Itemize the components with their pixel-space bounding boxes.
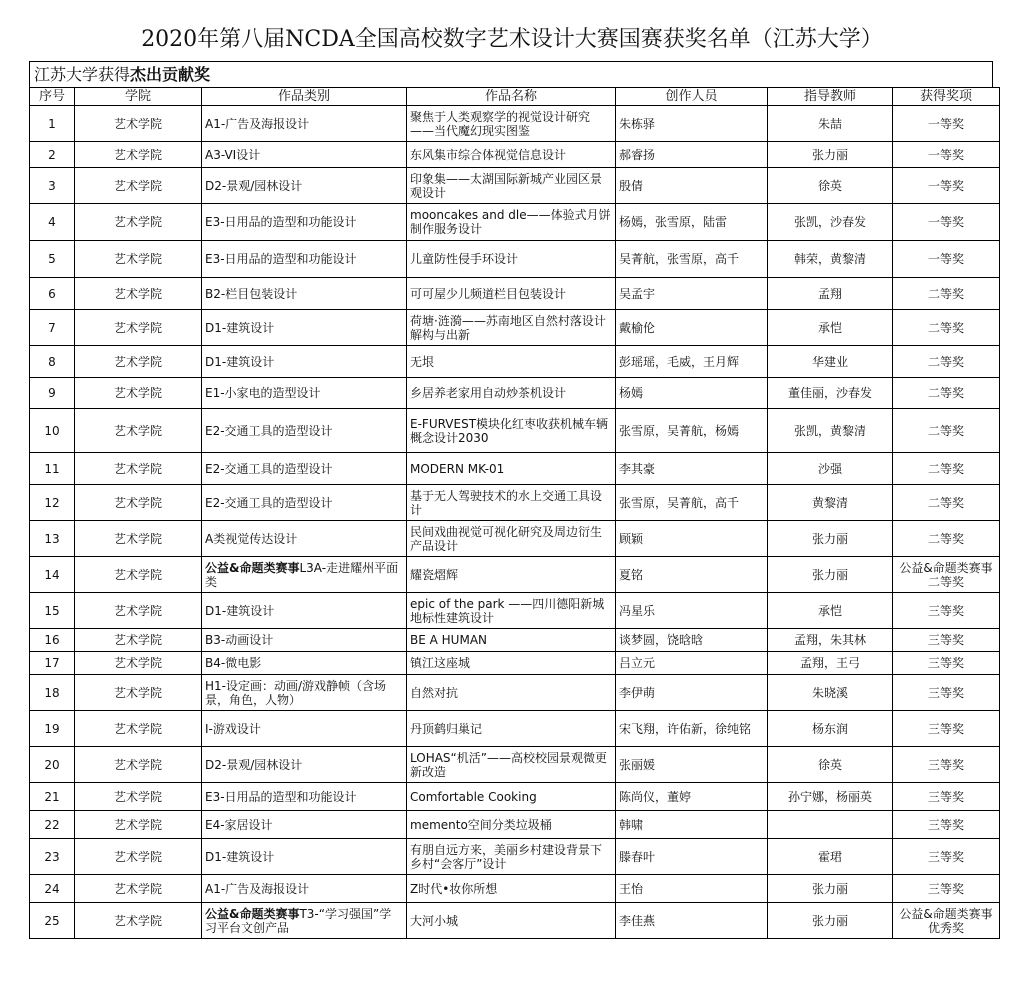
cell-creators: 夏铭 bbox=[616, 557, 768, 593]
subtitle-award: 杰出贡献奖 bbox=[130, 65, 211, 84]
cell-work-title: 基于无人驾驶技术的水上交通工具设计 bbox=[407, 485, 616, 521]
cell-advisors: 华建业 bbox=[768, 346, 893, 378]
cell-advisors: 韩荣，黄黎清 bbox=[768, 241, 893, 278]
cell-college: 艺术学院 bbox=[75, 142, 202, 168]
cell-number: 16 bbox=[30, 629, 75, 652]
cell-creators: 戴榆伦 bbox=[616, 310, 768, 346]
cell-number: 8 bbox=[30, 346, 75, 378]
table-row bbox=[30, 409, 1000, 453]
subtitle-prefix: 江苏大学获得 bbox=[34, 65, 131, 84]
cell-number: 11 bbox=[30, 453, 75, 485]
cell-number: 18 bbox=[30, 675, 75, 711]
cell-advisors: 杨东润 bbox=[768, 711, 893, 747]
cell-work-title: Comfortable Cooking bbox=[407, 783, 616, 811]
cell-number: 12 bbox=[30, 485, 75, 521]
cell-number: 4 bbox=[30, 204, 75, 241]
cell-category bbox=[202, 346, 407, 378]
category-text: E3-日用品的造型和功能设计 bbox=[205, 215, 357, 229]
cell-category bbox=[202, 278, 407, 310]
cell-creators: 谈梦圆，饶晗晗 bbox=[616, 629, 768, 652]
table-row bbox=[30, 711, 1000, 747]
table-row bbox=[30, 593, 1000, 629]
table-row bbox=[30, 278, 1000, 310]
category-text: D2-景观/园林设计 bbox=[205, 178, 303, 193]
category-text: D1-建筑设计 bbox=[205, 354, 275, 369]
cell-category bbox=[202, 652, 407, 675]
table-row bbox=[30, 557, 1000, 593]
table-row bbox=[30, 378, 1000, 409]
cell-award: 二等奖 bbox=[893, 378, 1000, 409]
cell-college: 艺术学院 bbox=[75, 593, 202, 629]
cell-advisors: 徐英 bbox=[768, 168, 893, 204]
cell-category bbox=[202, 747, 407, 783]
cell-award: 三等奖 bbox=[893, 783, 1000, 811]
cell-advisors: 张凯，黄黎清 bbox=[768, 409, 893, 453]
cell-number: 5 bbox=[30, 241, 75, 278]
cell-award: 三等奖 bbox=[893, 652, 1000, 675]
table-row bbox=[30, 747, 1000, 783]
cell-work-title: BE A HUMAN bbox=[407, 629, 616, 652]
header-cell: 指导教师 bbox=[768, 88, 893, 106]
cell-category bbox=[202, 453, 407, 485]
cell-creators: 吴孟宇 bbox=[616, 278, 768, 310]
category-text: A类视觉传达设计 bbox=[205, 531, 298, 546]
cell-category bbox=[202, 310, 407, 346]
header-cell: 作品类别 bbox=[202, 88, 407, 106]
category-text: A1-广告及海报设计 bbox=[205, 881, 310, 896]
cell-advisors: 承恺 bbox=[768, 310, 893, 346]
cell-award: 二等奖 bbox=[893, 521, 1000, 557]
cell-award: 一等奖 bbox=[893, 168, 1000, 204]
cell-advisors: 孟翔，朱其林 bbox=[768, 629, 893, 652]
cell-creators: 杨嫣 bbox=[616, 378, 768, 409]
cell-college: 艺术学院 bbox=[75, 675, 202, 711]
cell-advisors bbox=[768, 811, 893, 839]
cell-number: 13 bbox=[30, 521, 75, 557]
cell-work-title: mooncakes and dle——体验式月饼制作服务设计 bbox=[407, 204, 616, 241]
cell-advisors: 孙宁娜，杨丽英 bbox=[768, 783, 893, 811]
cell-award: 一等奖 bbox=[893, 142, 1000, 168]
cell-work-title: 乡居养老家用自动炒茶机设计 bbox=[407, 378, 616, 409]
cell-number: 17 bbox=[30, 652, 75, 675]
cell-advisors: 孟翔，王弓 bbox=[768, 652, 893, 675]
cell-award: 三等奖 bbox=[893, 675, 1000, 711]
cell-work-title: 聚焦于人类观察学的视觉设计研究——当代魔幻现实图鉴 bbox=[407, 106, 616, 142]
cell-creators: 吕立元 bbox=[616, 652, 768, 675]
header-cell: 序号 bbox=[30, 88, 75, 106]
table-row bbox=[30, 346, 1000, 378]
cell-advisors: 承恺 bbox=[768, 593, 893, 629]
cell-college: 艺术学院 bbox=[75, 629, 202, 652]
cell-advisors: 张力丽 bbox=[768, 142, 893, 168]
cell-creators: 李佳燕 bbox=[616, 903, 768, 939]
cell-creators: 杨嫣，张雪原，陆雷 bbox=[616, 204, 768, 241]
cell-award: 三等奖 bbox=[893, 811, 1000, 839]
header-row bbox=[30, 88, 1000, 106]
cell-college: 艺术学院 bbox=[75, 409, 202, 453]
cell-category bbox=[202, 378, 407, 409]
cell-award: 三等奖 bbox=[893, 747, 1000, 783]
cell-number: 15 bbox=[30, 593, 75, 629]
table-row bbox=[30, 629, 1000, 652]
table-row bbox=[30, 310, 1000, 346]
cell-number: 9 bbox=[30, 378, 75, 409]
table-row bbox=[30, 903, 1000, 939]
table-row bbox=[30, 675, 1000, 711]
table-row bbox=[30, 142, 1000, 168]
category-text: H1-设定画：动画/游戏静帧（含场景，角色，人物） bbox=[205, 678, 387, 707]
category-text: I-游戏设计 bbox=[205, 721, 261, 736]
cell-number: 20 bbox=[30, 747, 75, 783]
cell-category bbox=[202, 593, 407, 629]
cell-creators: 滕春叶 bbox=[616, 839, 768, 875]
cell-college: 艺术学院 bbox=[75, 747, 202, 783]
cell-number: 24 bbox=[30, 875, 75, 903]
table-row bbox=[30, 485, 1000, 521]
cell-college: 艺术学院 bbox=[75, 652, 202, 675]
cell-number: 19 bbox=[30, 711, 75, 747]
header-cell: 获得奖项 bbox=[893, 88, 1000, 106]
category-text: L3A-走进耀州平面类 bbox=[205, 560, 399, 589]
category-text: D1-建筑设计 bbox=[205, 849, 275, 864]
cell-creators: 王怡 bbox=[616, 875, 768, 903]
category-text: E2-交通工具的造型设计 bbox=[205, 461, 333, 476]
cell-award: 一等奖 bbox=[893, 241, 1000, 278]
cell-college: 艺术学院 bbox=[75, 711, 202, 747]
cell-award: 二等奖 bbox=[893, 346, 1000, 378]
cell-category bbox=[202, 168, 407, 204]
cell-category bbox=[202, 875, 407, 903]
table-row bbox=[30, 783, 1000, 811]
cell-work-title: epic of the park ——四川德阳新城地标性建筑设计 bbox=[407, 593, 616, 629]
cell-work-title: 大河小城 bbox=[407, 903, 616, 939]
cell-work-title: 丹顶鹤归巢记 bbox=[407, 711, 616, 747]
cell-advisors: 董佳丽，沙春发 bbox=[768, 378, 893, 409]
cell-creators: 殷倩 bbox=[616, 168, 768, 204]
cell-work-title: 镇江这座城 bbox=[407, 652, 616, 675]
cell-award: 一等奖 bbox=[893, 204, 1000, 241]
cell-category bbox=[202, 485, 407, 521]
cell-creators: 宋飞翔，许佑新，徐纯铭 bbox=[616, 711, 768, 747]
cell-college: 艺术学院 bbox=[75, 346, 202, 378]
cell-college: 艺术学院 bbox=[75, 903, 202, 939]
cell-college: 艺术学院 bbox=[75, 241, 202, 278]
cell-creators: 韩啸 bbox=[616, 811, 768, 839]
cell-creators: 李其豪 bbox=[616, 453, 768, 485]
cell-award: 公益&命题类赛事优秀奖 bbox=[893, 903, 1000, 939]
cell-creators: 陈尚仪，董婷 bbox=[616, 783, 768, 811]
cell-number: 3 bbox=[30, 168, 75, 204]
table-row bbox=[30, 241, 1000, 278]
awards-table bbox=[29, 87, 1000, 939]
cell-category bbox=[202, 142, 407, 168]
cell-college: 艺术学院 bbox=[75, 811, 202, 839]
cell-creators: 张雪原，吴菁航，杨嫣 bbox=[616, 409, 768, 453]
category-text: B2-栏目包装设计 bbox=[205, 286, 298, 301]
category-text: D1-建筑设计 bbox=[205, 603, 275, 618]
cell-category bbox=[202, 711, 407, 747]
cell-college: 艺术学院 bbox=[75, 278, 202, 310]
cell-college: 艺术学院 bbox=[75, 168, 202, 204]
category-text: E3-日用品的造型和功能设计 bbox=[205, 789, 357, 804]
table-row bbox=[30, 652, 1000, 675]
cell-creators: 李伊萌 bbox=[616, 675, 768, 711]
cell-advisors: 张力丽 bbox=[768, 521, 893, 557]
cell-advisors: 徐英 bbox=[768, 747, 893, 783]
cell-award: 三等奖 bbox=[893, 711, 1000, 747]
cell-award: 三等奖 bbox=[893, 839, 1000, 875]
cell-work-title: 自然对抗 bbox=[407, 675, 616, 711]
category-text: E4-家居设计 bbox=[205, 817, 273, 832]
table-row bbox=[30, 168, 1000, 204]
cell-advisors: 霍珺 bbox=[768, 839, 893, 875]
cell-category bbox=[202, 811, 407, 839]
category-text: B4-微电影 bbox=[205, 656, 262, 670]
cell-college: 艺术学院 bbox=[75, 378, 202, 409]
cell-number: 23 bbox=[30, 839, 75, 875]
table-row bbox=[30, 204, 1000, 241]
header-cell: 作品名称 bbox=[407, 88, 616, 106]
cell-creators: 顾颖 bbox=[616, 521, 768, 557]
cell-work-title: 有朋自远方来，美丽乡村建设背景下乡村“会客厅”设计 bbox=[407, 839, 616, 875]
cell-category bbox=[202, 557, 407, 593]
cell-category bbox=[202, 106, 407, 142]
table-subtitle bbox=[29, 61, 993, 87]
cell-college: 艺术学院 bbox=[75, 310, 202, 346]
cell-category bbox=[202, 409, 407, 453]
cell-advisors: 张力丽 bbox=[768, 557, 893, 593]
cell-award: 二等奖 bbox=[893, 453, 1000, 485]
cell-category bbox=[202, 521, 407, 557]
cell-work-title: 儿童防性侵手环设计 bbox=[407, 241, 616, 278]
cell-college: 艺术学院 bbox=[75, 783, 202, 811]
cell-college: 艺术学院 bbox=[75, 485, 202, 521]
cell-number: 21 bbox=[30, 783, 75, 811]
cell-work-title: 印象集——太湖国际新城产业园区景观设计 bbox=[407, 168, 616, 204]
cell-advisors: 朱晓溪 bbox=[768, 675, 893, 711]
cell-work-title: 可可屋少儿频道栏目包装设计 bbox=[407, 278, 616, 310]
cell-college: 艺术学院 bbox=[75, 557, 202, 593]
cell-number: 6 bbox=[30, 278, 75, 310]
cell-award: 二等奖 bbox=[893, 409, 1000, 453]
table-row bbox=[30, 839, 1000, 875]
cell-work-title: E-FURVEST模块化红枣收获机械车辆概念设计2030 bbox=[407, 409, 616, 453]
cell-advisors: 张凯，沙春发 bbox=[768, 204, 893, 241]
category-bold-prefix: 公益&命题类赛事 bbox=[205, 560, 300, 575]
cell-creators: 吴菁航，张雪原，高千 bbox=[616, 241, 768, 278]
cell-creators: 张丽媛 bbox=[616, 747, 768, 783]
cell-award: 二等奖 bbox=[893, 310, 1000, 346]
cell-work-title: 荷塘·涟漪——苏南地区自然村落设计解构与出新 bbox=[407, 310, 616, 346]
cell-number: 7 bbox=[30, 310, 75, 346]
cell-number: 25 bbox=[30, 903, 75, 939]
cell-number: 22 bbox=[30, 811, 75, 839]
cell-advisors: 黄黎清 bbox=[768, 485, 893, 521]
category-text: D2-景观/园林设计 bbox=[205, 757, 303, 772]
header-cell: 创作人员 bbox=[616, 88, 768, 106]
cell-creators: 郝睿扬 bbox=[616, 142, 768, 168]
header-cell: 学院 bbox=[75, 88, 202, 106]
cell-advisors: 张力丽 bbox=[768, 875, 893, 903]
cell-work-title: 东风集市综合体视觉信息设计 bbox=[407, 142, 616, 168]
cell-work-title: Z时代•妆你所想 bbox=[407, 875, 616, 903]
cell-number: 1 bbox=[30, 106, 75, 142]
cell-award: 三等奖 bbox=[893, 593, 1000, 629]
cell-advisors: 沙强 bbox=[768, 453, 893, 485]
cell-work-title: 耀瓷熠辉 bbox=[407, 557, 616, 593]
cell-category bbox=[202, 783, 407, 811]
table-row bbox=[30, 811, 1000, 839]
cell-work-title: LOHAS“机活”——高校校园景观微更新改造 bbox=[407, 747, 616, 783]
cell-creators: 朱栋驿 bbox=[616, 106, 768, 142]
cell-award: 二等奖 bbox=[893, 278, 1000, 310]
category-text: A1-广告及海报设计 bbox=[205, 116, 310, 131]
cell-advisors: 朱喆 bbox=[768, 106, 893, 142]
cell-award: 三等奖 bbox=[893, 629, 1000, 652]
cell-college: 艺术学院 bbox=[75, 521, 202, 557]
page-title: 2020年第八届NCDA全国高校数字艺术设计大赛国赛获奖名单（江苏大学） bbox=[141, 27, 883, 52]
category-text: T3-“学习强国”学习平台文创产品 bbox=[205, 906, 392, 935]
table-row bbox=[30, 875, 1000, 903]
cell-college: 艺术学院 bbox=[75, 204, 202, 241]
cell-college: 艺术学院 bbox=[75, 106, 202, 142]
category-text: E3-日用品的造型和功能设计 bbox=[205, 252, 357, 266]
cell-advisors: 孟翔 bbox=[768, 278, 893, 310]
table-row bbox=[30, 521, 1000, 557]
cell-number: 10 bbox=[30, 409, 75, 453]
table-row bbox=[30, 106, 1000, 142]
cell-work-title: MODERN MK-01 bbox=[407, 453, 616, 485]
category-text: E2-交通工具的造型设计 bbox=[205, 495, 333, 510]
cell-award: 三等奖 bbox=[893, 875, 1000, 903]
cell-college: 艺术学院 bbox=[75, 839, 202, 875]
cell-creators: 彭瑶瑶，毛威，王月辉 bbox=[616, 346, 768, 378]
cell-college: 艺术学院 bbox=[75, 875, 202, 903]
cell-category bbox=[202, 839, 407, 875]
category-text: A3-VI设计 bbox=[205, 147, 261, 162]
cell-creators: 张雪原，吴菁航，高千 bbox=[616, 485, 768, 521]
cell-college: 艺术学院 bbox=[75, 453, 202, 485]
category-bold-prefix: 公益&命题类赛事 bbox=[205, 906, 300, 921]
cell-category bbox=[202, 903, 407, 939]
cell-creators: 冯星乐 bbox=[616, 593, 768, 629]
cell-award: 一等奖 bbox=[893, 106, 1000, 142]
cell-category bbox=[202, 675, 407, 711]
cell-award: 二等奖 bbox=[893, 485, 1000, 521]
cell-work-title: memento空间分类垃圾桶 bbox=[407, 811, 616, 839]
cell-number: 14 bbox=[30, 557, 75, 593]
cell-category bbox=[202, 204, 407, 241]
cell-advisors: 张力丽 bbox=[768, 903, 893, 939]
category-text: B3-动画设计 bbox=[205, 633, 274, 647]
category-text: D1-建筑设计 bbox=[205, 320, 275, 335]
cell-category bbox=[202, 241, 407, 278]
cell-award: 公益&命题类赛事二等奖 bbox=[893, 557, 1000, 593]
category-text: E2-交通工具的造型设计 bbox=[205, 423, 333, 438]
category-text: E1-小家电的造型设计 bbox=[205, 386, 321, 400]
table-row bbox=[30, 453, 1000, 485]
cell-number: 2 bbox=[30, 142, 75, 168]
cell-category bbox=[202, 629, 407, 652]
cell-work-title: 民间戏曲视觉可视化研究及周边衍生产品设计 bbox=[407, 521, 616, 557]
cell-work-title: 无垠 bbox=[407, 346, 616, 378]
